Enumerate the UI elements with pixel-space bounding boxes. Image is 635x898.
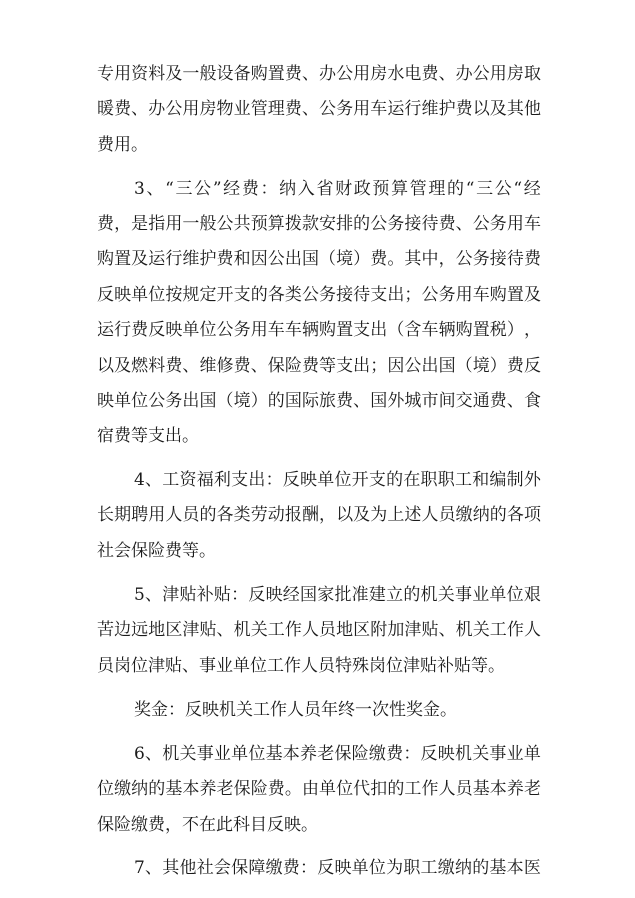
- text-line: 反 映 单 位 按 规 定 开 支 的 各 类 公 务 接 待 支 出 ； 公 务 用 车 购 置 及: [97, 285, 541, 305]
- text-line: 费 ， 是 指 用 一 般 公 共 预 算 拨 款 安 排 的 公 务 接 待 费 、 公 务 用 车: [97, 214, 541, 234]
- text-line: 运 行 费 反 映 单 位 公 务 用 车 车 辆 购 置 支 出 （ 含 车 辆 购 置 税 ） ，: [97, 320, 541, 340]
- text-line: 位 缴 纳 的 基 本 养 老 保 险 费 。 由 单 位 代 扣 的 工 作 人 员 基 本 养 老: [97, 779, 541, 799]
- text-line: 社会保险费等。: [97, 541, 216, 561]
- text-line: 5 、 津 贴 补 贴 ： 反 映 经 国 家 批 准 建 立 的 机 关 事 业 单 位 艰: [134, 585, 541, 605]
- text-line: 7 、 其 他 社 会 保 障 缴 费 ： 反 映 单 位 为 职 工 缴 纳 的 基 本 医: [134, 858, 541, 878]
- text-line: 映 单 位 公 务 出 国 （ 境 ） 的 国 际 旅 费 、 国 外 城 市 间 交 通 费 、 食: [97, 391, 541, 411]
- text-line: 3 、 “ 三 公 ” 经 费 ： 纳 入 省 财 政 预 算 管 理 的 “ 三 公 “ 经: [134, 179, 541, 199]
- text-line: 保险缴费，不在此科目反映。: [97, 815, 318, 835]
- text-line: 4 、 工 资 福 利 支 出 ： 反 映 单 位 开 支 的 在 职 职 工 和 编 制 外: [134, 470, 541, 490]
- text-line: 苦 边 远 地 区 津 贴 、 机 关 工 作 人 员 地 区 附 加 津 贴 、 机 关 工 作 人: [97, 620, 541, 640]
- text-line: 员岗位津贴、事业单位工作人员特殊岗位津贴补贴等。: [97, 656, 505, 676]
- text-line: 奖金：反映机关工作人员年终一次性奖金。: [134, 700, 457, 720]
- text-line: 以 及 燃 料 费 、 维 修 费 、 保 险 费 等 支 出 ； 因 公 出 国 （ 境 ） 费 反: [97, 356, 541, 376]
- text-line: 暖 费 、 办 公 用 房 物 业 管 理 费 、 公 务 用 车 运 行 维 护 费 以 及 其 他: [97, 99, 541, 119]
- text-line: 长 期 聘 用 人 员 的 各 类 劳 动 报 酬 ， 以 及 为 上 述 人 员 缴 纳 的 各 项: [97, 505, 541, 525]
- text-line: 宿费等支出。: [97, 426, 199, 446]
- text-line: 6 、 机 关 事 业 单 位 基 本 养 老 保 险 缴 费 ： 反 映 机 关 事 业 单: [134, 744, 541, 764]
- text-line: 费用。: [97, 135, 148, 155]
- text-line: 专 用 资 料 及 一 般 设 备 购 置 费 、 办 公 用 房 水 电 费 、 办 公 用 房 取: [97, 64, 541, 84]
- text-line: 购 置 及 运 行 维 护 费 和 因 公 出 国 （ 境 ） 费 。 其 中 ， 公 务 接 待 费: [97, 249, 541, 269]
